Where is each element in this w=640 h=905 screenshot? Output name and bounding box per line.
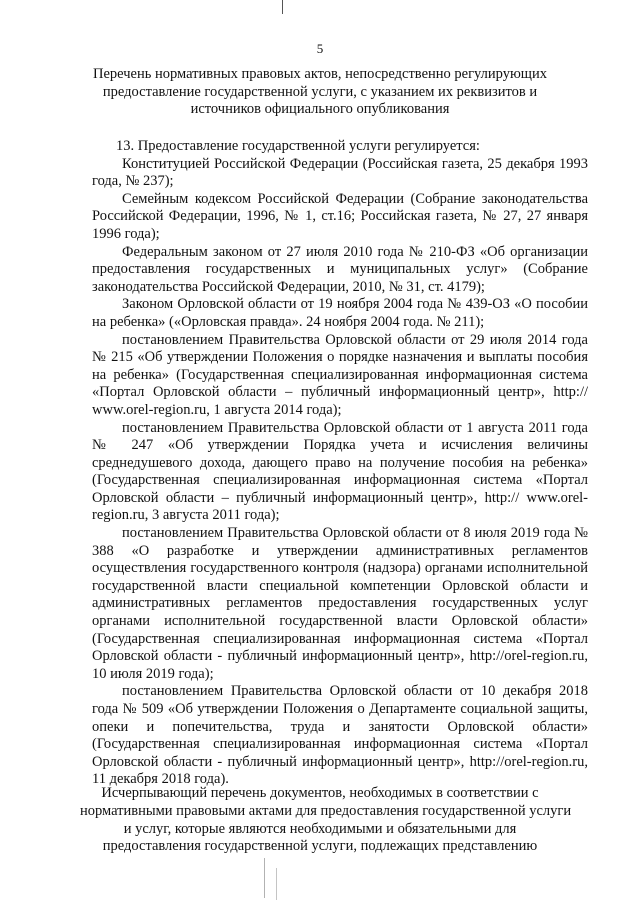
paragraph-family-code: Семейным кодексом Российской Федерации (Собрание законодательства Российской Федерации, 1996, № 1, ст.16; Российская газета, № 27, 27 января 1996 года); [92, 190, 588, 242]
closing-line-3: и услуг, которые являются необходимыми и обязательными для [123, 820, 517, 837]
paragraph-constitution: Конституцией Российской Федерации (Российская газета, 25 декабря 1993 года, № 237); [92, 155, 588, 190]
heading-line-1: Перечень нормативных правовых актов, непосредственно регулирующих [93, 66, 547, 82]
scan-artifact-top [282, 0, 283, 14]
paragraph-resolution-509: постановлением Правительства Орловской области от 10 декабря 2018 года № 509 «Об утверждении Положения о Департаменте социальной защиты, опеки и попечительства, труда и занятости Орловской области» (Государственная специализированная информационная система «Портал Орловской области - публичный информационный центр», http://orel-region.ru, 11 декабря 2018 года). [92, 683, 588, 788]
closing-line-2: нормативными правовыми актами для предоставления государственной услуги [80, 802, 572, 819]
page-number: 5 [316, 41, 324, 56]
document-body [92, 138, 588, 789]
paragraph-resolution-388: постановлением Правительства Орловской области от 8 июля 2019 года № 388 «О разработке и утверждении административных регламентов осуществления государственного контроля (надзора) органами исполнительной государственной власти специальной компетенции Орловской области и административных регламентов предоставления государственных услуг органами исполнительной государственной власти Орловской области» (Государственная специализированная информационная система «Портал Орловской области - публичный информационный центр», http://orel-region.ru, 10 июля 2019 года); [92, 525, 588, 682]
paragraph-intro: 13. Предоставление государственной услуги регулируется: [116, 138, 480, 154]
heading-line-3: источников официального опубликования [190, 101, 450, 117]
section-heading [70, 66, 570, 119]
scan-artifact-bottom-2 [276, 868, 277, 900]
next-section-heading [80, 785, 572, 856]
scan-artifact-bottom-1 [264, 858, 265, 898]
closing-line-1: Исчерпывающий перечень документов, необходимых в соответствии с [101, 785, 539, 801]
paragraph-regional-law: Законом Орловской области от 19 ноября 2004 года № 439-ОЗ «О пособии на ребенка» («Орловская правда». 24 ноября 2004 года. № 211); [92, 296, 588, 330]
paragraph-federal-law: Федеральным законом от 27 июля 2010 года № 210-ФЗ «Об организации предоставления государственных и муниципальных услуг» (Собрание законодательства Российской Федерации, 2010, № 31, ст. 4179); [92, 243, 588, 295]
paragraph-resolution-247: постановлением Правительства Орловской области от 1 августа 2011 года № 247 «Об утверждении Порядка учета и исчисления величины среднедушевого дохода, дающего право на получение пособия на ребенка» (Государственная специализированная информационная система «Портал Орловской области – публичный информационный центр», http:// www.orel-region.ru, 3 августа 2011 года); [92, 419, 588, 524]
closing-line-4: предоставления государственной услуги, подлежащих представлению [102, 838, 538, 855]
heading-line-2: предоставление государственной услуги, с указанием их реквизитов и [102, 83, 538, 100]
paragraph-resolution-215: постановлением Правительства Орловской области от 29 июля 2014 года № 215 «Об утверждении Положения о порядке назначения и выплаты пособия на ребенка» (Государственная специализированная информационная система «Портал Орловской области – публичный информационный центр», http:// www.orel-region.ru, 1 августа 2014 года); [92, 331, 588, 418]
